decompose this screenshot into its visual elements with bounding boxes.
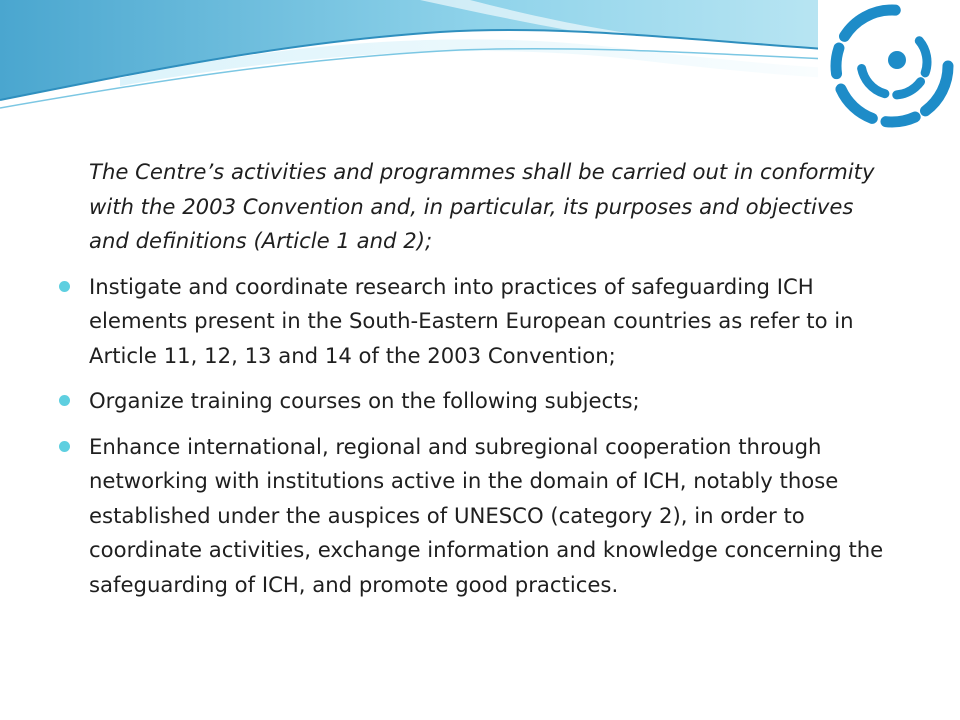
- bullet-dot-icon: [59, 281, 70, 292]
- slide-content: [89, 155, 899, 613]
- bullet-dot-icon: [59, 395, 70, 406]
- bullet-item: [89, 270, 899, 374]
- logo-rings-icon: [818, 0, 960, 140]
- bullet-text: Instigate and coordinate research into practices of safeguarding ICH elements present in the South-Eastern European countries as refer to in Article 11, 12, 13 and 14 of the 2003 Convention;: [89, 273, 854, 368]
- bullet-item: [89, 430, 899, 603]
- intro-paragraph: The Centre’s activities and programmes shall be carried out in conformity with the 2003 Convention and, in particular, its purposes and objectives and definitions (Article 1 and 2);: [89, 159, 875, 253]
- header-wave-decoration: [0, 0, 960, 120]
- bullet-text: Enhance international, regional and subregional cooperation through networking with institutions active in the domain of ICH, notably those established under the auspices of UNESCO (category 2), in order to coordinate activities, exchange information and knowledge concerning the safeguarding of ICH, and promote good practices.: [89, 433, 884, 597]
- bullet-dot-icon: [59, 441, 70, 452]
- bullet-text: Organize training courses on the following subjects;: [89, 388, 640, 413]
- bullet-item: [89, 384, 899, 419]
- organization-logo: [818, 0, 960, 140]
